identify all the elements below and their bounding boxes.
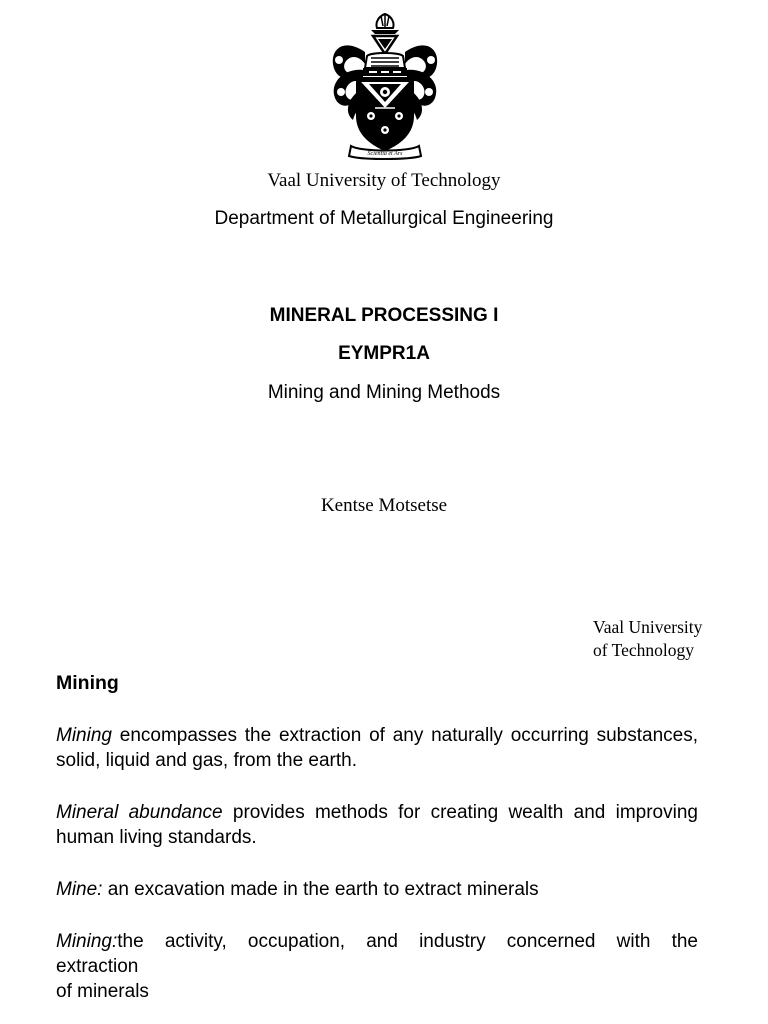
- paragraph-mining-definition: [56, 723, 698, 773]
- paragraph-term: Mining: [56, 725, 112, 746]
- crest-helmet: [363, 53, 407, 76]
- paragraph-mine-definition: [56, 877, 698, 902]
- paragraph-text: encompasses the extraction of any naturally occurring substances, solid, liquid and gas, from the earth.: [56, 725, 698, 771]
- paragraph-text: an excavation made in the earth to extract minerals: [102, 879, 539, 900]
- paragraph-mining-activity: [56, 929, 698, 1004]
- paragraph-line-1: [56, 929, 698, 954]
- paragraph-line-2: extraction: [56, 956, 139, 977]
- lecture-topic: Mining and Mining Methods: [267, 382, 501, 403]
- footer-line-1: Vaal University: [593, 617, 703, 637]
- footer-line-2: of Technology: [593, 640, 695, 660]
- paragraph-term: Mining:: [56, 931, 118, 952]
- paragraph-text: the activity, occupation, and industry concerned with the: [117, 931, 698, 952]
- crest-motto: Scientia et Ars: [367, 151, 403, 157]
- course-code: EYMPR1A: [338, 343, 430, 364]
- department-name: Department of Metallurgical Engineering: [214, 208, 554, 229]
- author-name: Kentse Motsetse: [320, 495, 448, 516]
- course-title: MINERAL PROCESSING I: [269, 305, 499, 326]
- section-heading: Mining: [56, 672, 119, 694]
- footer-university: [593, 616, 702, 662]
- paragraph-mineral-abundance: [56, 800, 698, 850]
- crest-shield: [357, 78, 413, 150]
- university-name: Vaal University of Technology: [267, 170, 501, 191]
- paragraph-text: provides methods for creating wealth and improving human living standards.: [56, 802, 698, 848]
- paragraph-line-3: of minerals: [56, 981, 149, 1002]
- paragraph-term: Mine:: [56, 879, 103, 900]
- crest-plume: [371, 14, 399, 54]
- paragraph-term: Mineral abundance: [56, 802, 223, 823]
- university-crest-logo: [325, 12, 445, 160]
